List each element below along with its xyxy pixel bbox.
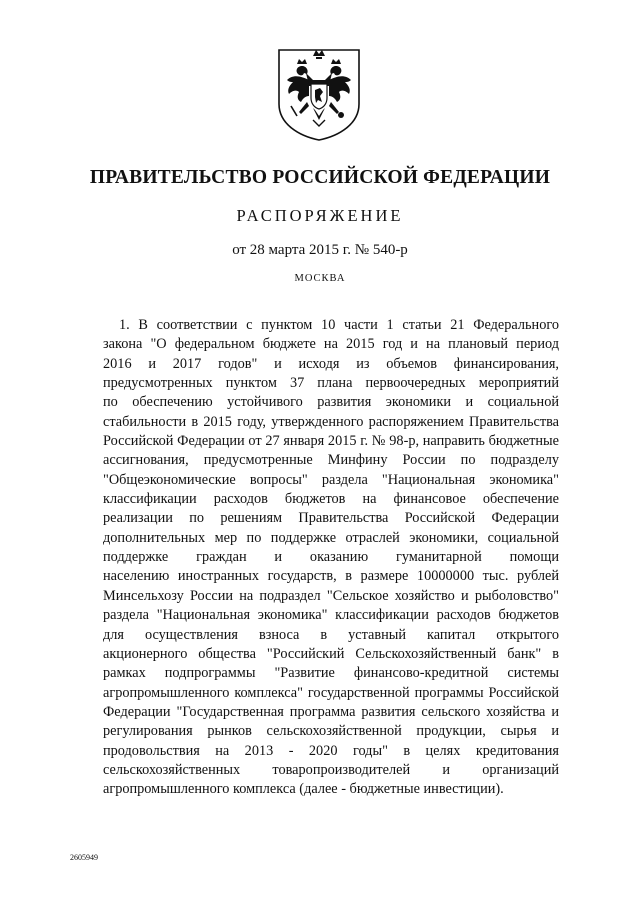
body-line: продовольствия на 2013 - 2020 годы" в целях кредитования [103,742,559,759]
body-line: ассигнования, предусмотренные Минфину России по подразделу [103,452,559,469]
body-line: стабильности в 2015 году, утвержденного распоряжением Правительства [103,413,559,430]
body-line: для осуществления взноса в уставный капитал открытого [103,626,559,643]
body-line: регулирования рынков сельскохозяйственной продукции, сырья и [103,723,559,740]
government-title: ПРАВИТЕЛЬСТВО РОССИЙСКОЙ ФЕДЕРАЦИИ [89,167,551,188]
document-city: МОСКВА [294,273,346,284]
document-body [103,316,559,800]
body-line: дополнительных мер по поддержке отраслей экономики, социальной [103,529,559,546]
body-line: классификации расходов бюджетов на финансовое обеспечение [103,491,559,508]
russian-coat-of-arms-icon [273,46,365,142]
body-line: агропромышленного комплекса" государственной программы Российской [103,684,559,701]
body-line: Федерации "Государственная программа развития сельского хозяйства и [103,703,559,720]
body-line: по обеспечению устойчивого развития экономики и социальной [103,394,559,411]
body-line: акционерного общества "Российский Сельскохозяйственный банк" в [103,645,559,662]
document-type: РАСПОРЯЖЕНИЕ [236,206,404,225]
body-line: поддержке граждан и оказанию гуманитарной помощи [103,549,559,566]
body-line: 2016 и 2017 годов" и исходя из объемов финансирования, [103,355,559,372]
body-line: рамках подпрограммы "Развитие финансово-кредитной системы [103,665,559,682]
body-line: раздела "Национальная экономика" классификации расходов бюджетов [103,607,559,624]
document-date-number: от 28 марта 2015 г. № 540-р [232,242,408,258]
body-line: "Общеэкономические вопросы" раздела "Национальная экономика" [103,471,559,488]
body-line: закона "О федеральном бюджете на 2015 год и на плановый период [103,336,559,353]
body-line: сельскохозяйственных товаропроизводителей и организаций [103,761,559,778]
body-line: реализации по решениям Правительства Российской Федерации [103,510,559,527]
document-id: 2605949 [70,853,98,862]
body-line: предусмотренных пунктом 37 плана первоочередных мероприятий [103,375,559,392]
body-line: 1. В соответствии с пунктом 10 части 1 статьи 21 Федерального [119,317,559,333]
body-line: Минсельхозу России на подраздел "Сельское хозяйство и рыболовство" [103,587,559,604]
body-line: населению иностранных государств, в размере 10000000 тыс. рублей [103,568,559,585]
body-line: агропромышленного комплекса (далее - бюджетные инвестиции). [103,781,504,798]
body-line: Российской Федерации от 27 января 2015 г. № 98-р, направить бюджетные [103,433,559,450]
